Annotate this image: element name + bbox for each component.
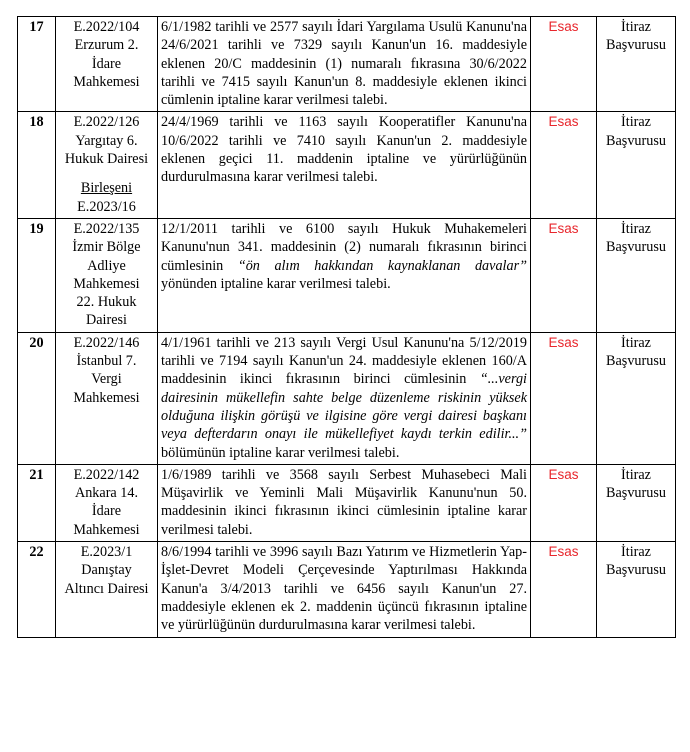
subject-cell [158,17,531,112]
subject-text: bölümünün iptaline karar verilmesi talebi. [161,444,400,461]
court-line: E.2022/146 [73,334,140,351]
court-line: 22. Hukuk [76,294,137,311]
subject-cell [158,464,531,541]
subject-text: 24/4/1969 tarihli ve 1163 sayılı Kooperatifler Kanunu'na 10/6/2022 tarihli ve 7410 sayılı Kanun'un 2. maddesiyle eklenen geçici 11. maddenin iptaline ve yürürlüğünün durdurulmasına karar verilmesi talebi. [161,114,527,186]
court-line: Mahkemesi [73,389,140,406]
application-type-line: Başvurusu [606,353,666,370]
case-number-cell: 19 [18,218,56,332]
result-cell: Esas [531,542,597,637]
court-line: Altıncı Dairesi [64,580,149,597]
subject-cell [158,218,531,332]
quoted-provision: “...vergi dairesinin mükellefin sahte belge düzenleme riskinin yüksek olduğuna ilişkin görüşü ve ilgisine göre vergi dairesi başkanı veya defterdarın onayı ile mükellefiyet kaydı terkin edilir...” [161,371,527,443]
application-type-cell [597,17,676,112]
court-line: Danıştay [81,562,132,579]
court-line: İstanbul 7. [76,353,137,370]
case-number-cell: 17 [18,17,56,112]
court-line: İdare [91,55,122,72]
subject-cell [158,332,531,464]
court-line: İdare [91,503,122,520]
case-number-cell: 20 [18,332,56,464]
table-row [18,542,676,637]
application-type-cell [597,464,676,541]
table-row [18,464,676,541]
court-line: Hukuk Dairesi [64,151,149,168]
application-type-cell [597,218,676,332]
subject-text: yönünden iptaline karar verilmesi talebi. [161,275,391,292]
result-cell: Esas [531,464,597,541]
application-type-line: İtiraz [621,220,651,237]
result-cell: Esas [531,218,597,332]
application-type-cell [597,332,676,464]
application-type-line: İtiraz [621,466,651,483]
court-line: E.2022/126 [73,114,140,131]
application-type-line: Başvurusu [606,239,666,256]
application-type-line: Başvurusu [606,562,666,579]
application-type-line: İtiraz [621,114,651,131]
result-cell: Esas [531,112,597,218]
court-line: E.2023/1 [80,544,133,561]
application-type-line: Başvurusu [606,37,666,54]
result-cell: Esas [531,17,597,112]
court-spacer [59,168,154,179]
joined-case-number: E.2023/16 [77,198,136,215]
court-line: İzmir Bölge [72,239,141,256]
decisions-table-sheet [17,16,676,638]
court-cell [56,112,158,218]
subject-cell [158,112,531,218]
court-line: Mahkemesi [73,521,140,538]
cases-table [17,16,676,638]
table-row [18,218,676,332]
court-line: Ankara 14. [74,485,139,502]
court-line: E.2022/104 [73,19,140,35]
application-type-line: Başvurusu [606,132,666,149]
joined-case-label: Birleşeni [80,180,133,197]
court-line: Yargıtay 6. [75,132,138,149]
table-row [18,112,676,218]
court-line: Erzurum 2. [74,37,139,54]
table-row [18,332,676,464]
subject-text: 8/6/1994 tarihli ve 3996 sayılı Bazı Yatırım ve Hizmetlerin Yap-İşlet-Devret Modeli Çerçevesinde Yaptırılması Hakkında Kanun'a 3/4/2013 tarihli ve 6456 sayılı Kanun'un 27. maddesiyle eklenen ek 2. maddenin üçüncü fıkrasının iptaline ve yürürlüğünün durdurulmasına karar verilmesi talebi. [161,544,527,634]
cases-table-body [18,17,676,638]
court-cell [56,17,158,112]
court-cell [56,332,158,464]
court-line: Dairesi [86,312,127,329]
application-type-cell [597,112,676,218]
table-row [18,17,676,112]
court-cell [56,542,158,637]
subject-cell [158,542,531,637]
subject-text: 12/1/2011 tarihli ve 6100 sayılı Hukuk Muhakemeleri Kanunu'nun 341. maddesinin (2) numaralı fıkrasının birinci cümlesinin [161,220,527,274]
case-number-cell: 21 [18,464,56,541]
application-type-line: Başvurusu [606,485,666,502]
application-type-line: İtiraz [621,19,651,35]
case-number-cell: 22 [18,542,56,637]
application-type-cell [597,542,676,637]
court-cell [56,218,158,332]
case-number-cell: 18 [18,112,56,218]
result-cell: Esas [531,332,597,464]
court-line: E.2022/142 [73,466,140,483]
application-type-line: İtiraz [621,334,651,351]
quoted-provision: “ön alım hakkından kaynaklanan davalar” [237,257,527,274]
court-line: Adliye [87,257,126,274]
application-type-line: İtiraz [621,544,651,561]
court-line: Mahkemesi [73,73,140,90]
court-cell [56,464,158,541]
court-line: E.2022/135 [73,220,140,237]
subject-text: 4/1/1961 tarihli ve 213 sayılı Vergi Usul Kanunu'na 5/12/2019 tarihli ve 7194 sayılı Kanun'un 24. maddesiyle eklenen 160/A maddesinin ikinci fıkrasının birinci cümlesinin [161,334,527,388]
subject-text: 1/6/1989 tarihli ve 3568 sayılı Serbest Muhasebeci Mali Müşavirlik ve Yeminli Mali Müşavirlik Kanunu'nun 50. maddesinin ikinci fıkrasının ikinci cümlesinin iptaline karar verilmesi talebi. [161,466,527,538]
court-line: Mahkemesi [73,275,140,292]
subject-text: 6/1/1982 tarihli ve 2577 sayılı İdari Yargılama Usulü Kanunu'na 24/6/2021 tarihli ve 7329 sayılı Kanun'un 16. maddesiyle eklenen 20/C maddesinin (1) numaralı fıkrasına 30/6/2022 tarihli ve 7415 sayılı Kanun'un 8. maddesiyle eklenen ikinci cümlenin iptaline karar verilmesi talebi. [161,19,527,109]
court-line: Vergi [91,371,122,388]
